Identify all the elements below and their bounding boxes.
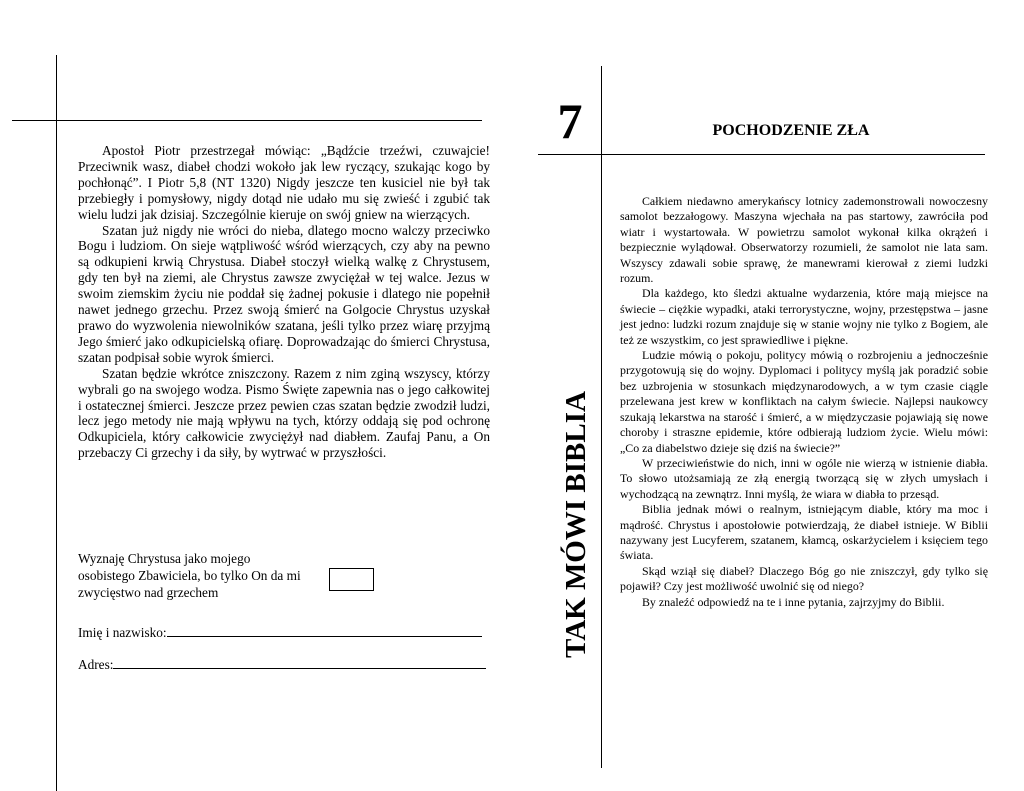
name-label: Imię i nazwisko: bbox=[78, 625, 167, 640]
right-page-title: POCHODZENIE ZŁA bbox=[712, 122, 870, 139]
left-vertical-rule bbox=[56, 55, 57, 791]
response-form bbox=[78, 550, 498, 672]
left-horizontal-rule bbox=[12, 120, 482, 121]
confession-checkbox[interactable] bbox=[329, 568, 374, 591]
spine-title: TAK MÓWI BIBLIA bbox=[560, 391, 592, 658]
address-field[interactable] bbox=[78, 656, 486, 673]
left-paragraph: Szatan będzie wkrótce zniszczony. Razem z nim zginą wszyscy, którzy wybrali go na swojego wodza. Pismo Święte zapewnia nas o jego całkowitej i ostatecznej śmierci. Jeszcze przez pewien czas szatan będzie zwodził ludzi, lecz jego metody nie mają wpływu na tych, którzy oddają się pod ochronę Odkupiciela, który całkowicie zwyciężył nad diabłem. Zaufaj Panu, a On przebaczy Ci grzechy i da siły, by wytrwać w przyszłości. bbox=[78, 365, 490, 461]
left-paragraph: Szatan już nigdy nie wróci do nieba, dlatego mocno walczy przeciwko Bogu i ludziom. On sieje wątpliwość wśród wierzących, czy aby na pewno są odkupieni krwią Chrystusa. Diabeł stoczył wielką walkę z Chrystusem, gdy ten był na ziemi, ale Chrystus zawsze zwyciężał w tej walce. Jezus w swoim ziemskim życiu nie poddał się żadnej pokusie i dlatego nie popełnił nawet jednego grzechu. Przez swoją śmierć na Golgocie Chrystus uzyskał prawo do wyzwolenia niewolników szatana, jeśli tylko przez wiarę przyjmą Jego śmierć jako odkupicielską ofiarę. Doprowadzając do śmierci Chrystusa, szatan podpisał sobie wyrok śmierci. bbox=[78, 222, 490, 365]
address-underline[interactable] bbox=[113, 656, 486, 669]
right-paragraph: Biblia jednak mówi o realnym, istniejącym diable, który ma moc i mądrość. Chrystus i apostołowie potwierdzają, że diabeł istnieje. W Biblii nazywany jest Lucyferem, szatanem, kłamcą, oskarżycielem i księciem tego świata. bbox=[620, 502, 988, 563]
name-underline[interactable] bbox=[167, 624, 482, 637]
confession-text: Wyznaję Chrystusa jako mojego osobistego Zbawiciela, bo tylko On da mi zwycięstwo nad grzechem bbox=[78, 551, 301, 600]
right-paragraph: Ludzie mówią o pokoju, politycy mówią o rozbrojeniu a jednocześnie przygotowują się do wojny. Dyplomaci i politycy myślą jak poradzić sobie bez uzbrojenia w stosunkach międzynarodowych, a w tym czasie ciągle przelewana jest krew w konfliktach na całym świecie. Najlepsi naukowcy szukają lekarstwa na starość i śmierć, a w międzyczasie pojawiają się nowe choroby i straszne epidemie, które odbierają ludziom życie. Wielu mówi: „Co za diabelstwo dzieje się dziś na świecie?” bbox=[620, 348, 988, 455]
right-paragraph: W przeciwieństwie do nich, inni w ogóle nie wierzą w istnienie diabła. To słowo utożsamiają ze złą energią tworzącą się w złych umysłach i wychodzącą na zewnątrz. Inni myślą, że wiara w diabła to przesąd. bbox=[620, 455, 988, 501]
left-page-text bbox=[78, 143, 490, 461]
address-label: Adres: bbox=[78, 657, 114, 672]
right-paragraph: Skąd wziął się diabeł? Dlaczego Bóg go nie zniszczył, gdy tylko się pojawił? Czy jest możliwość uwolnić się od niego? bbox=[620, 563, 988, 594]
right-paragraph: By znaleźć odpowiedź na te i inne pytania, zajrzyjmy do Biblii. bbox=[642, 594, 945, 609]
right-paragraph: Całkiem niedawno amerykańscy lotnicy zademonstrowali nowoczesny samolot bezzałogowy. Maszyna wjechała na pas startowy, zawróciła pod wiatr i wystartowała. W powietrzu samolot wykonał kilka okrążeń i bezpiecznie wylądował. Obserwatorzy rozumieli, że samolot nie lata sam. Wszyscy zdawali sobie sprawę, że manewrami kierował z ziemi ludzki rozum. bbox=[620, 194, 988, 286]
right-paragraph: Dla każdego, kto śledzi aktualne wydarzenia, które mają miejsce na świecie – ciężkie wypadki, ataki terrorystyczne, wojny, przestępstwa – jasne jest jedno: ludzki rozum znajduje się w stanie wojny nie tylko z Bogiem, ale też ze wszystkim, co jest sprawiedliwe i piękne. bbox=[620, 286, 988, 347]
right-horizontal-rule bbox=[538, 154, 985, 155]
right-page-text bbox=[620, 194, 988, 610]
middle-vertical-rule bbox=[601, 66, 602, 768]
chapter-number: 7 bbox=[557, 93, 583, 149]
left-paragraph: Apostoł Piotr przestrzegał mówiąc: „Bądźcie trzeźwi, czuwajcie! Przeciwnik wasz, diabeł chodzi wokoło jak lew ryczący, szukając kogo by pochłonąć”. I Piotr 5,8 (NT 1320) Nigdy jeszcze ten kusiciel nie był tak przebiegły i pomysłowy, nigdy dotąd nie udało mu się zwieść i zgubić tak wielu ludzi jak dzisiaj. Szczególnie kieruje on swój gniew na wierzących. bbox=[78, 143, 490, 222]
name-field[interactable] bbox=[78, 624, 482, 641]
